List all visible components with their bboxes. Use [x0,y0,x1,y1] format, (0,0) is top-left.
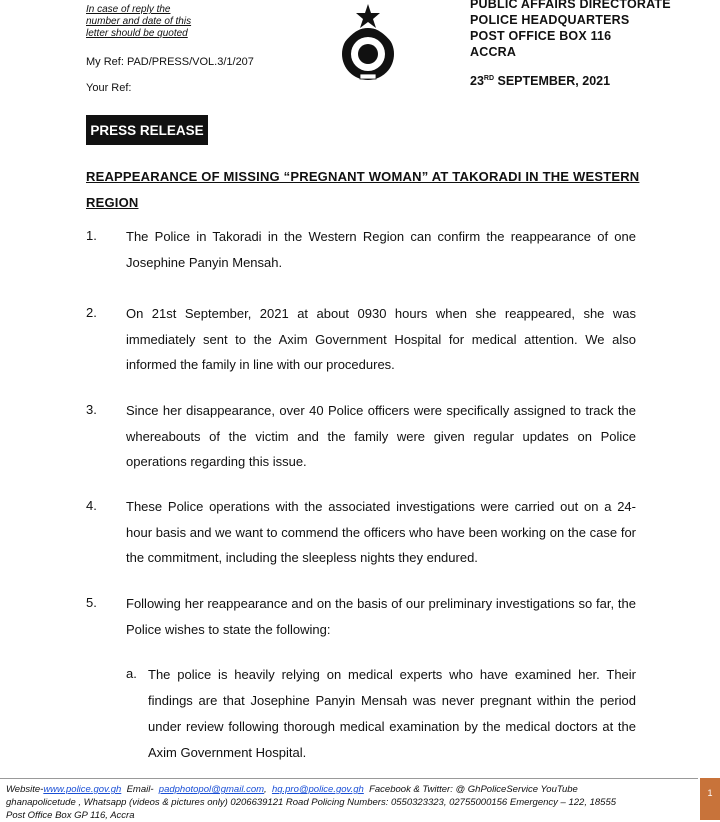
footer-line-2: ghanapolicetude , Whatsapp (videos & pictures only) 0206639121 Road Policing Numbers: 0550323323, 02755000156 Emergency – 122, 18555 [6,797,617,808]
address-line: ACCRA [470,45,517,59]
letter-date [470,74,610,88]
footer-line-3: Post Office Box GP 116, Accra [6,810,135,821]
footer [0,778,698,820]
paragraph-number: 1. [86,228,97,243]
paragraph-text: Since her disappearance, over 40 Police officers were specifically assigned to track the whereabouts of the victim and the family were given regular updates on Police operations regarding this issue. [126,403,636,469]
paragraph-number: 2. [86,305,97,320]
paragraph-number: 3. [86,402,97,417]
ref-note-line: letter should be quoted [86,28,188,39]
your-ref: Your Ref: [86,82,132,94]
date-day: 23 [470,74,484,88]
paragraph-number: 5. [86,595,97,610]
address-line: POLICE HEADQUARTERS [470,13,630,27]
address-line: PUBLIC AFFAIRS DIRECTORATE [470,0,671,11]
sub-item-text: The police is heavily relying on medical experts who have examined her. Their findings are that Josephine Panyin Mensah was never pregnant within the period under review following thorough medical examination by the medical doctors at the Axim Government Hospital. [148,667,636,760]
date-suffix: RD [483,74,495,82]
website-link[interactable]: www.police.gov.gh [43,784,122,795]
date-month-year: SEPTEMBER, 2021 [494,74,611,88]
paragraph-text: On 21st September, 2021 at about 0930 hours when she reappeared, she was immediately sent to the Axim Government Hospital for medical attention. We also informed the family in line with our procedures. [126,306,636,372]
paragraph-number: 4. [86,498,97,513]
footer-line-1: Website-www.police.gov.gh Email- padphotopol@gmail.com, hq.pro@police.gov.gh Facebook & Twitter: @ GhPoliceService YouTube [6,784,578,795]
email-label: Email- [126,784,154,795]
email-link-2[interactable]: hq.pro@police.gov.gh [271,784,364,795]
email-link-1[interactable]: padphotopol@gmail.com [158,784,265,795]
document-title: REAPPEARANCE OF MISSING “PREGNANT WOMAN” AT TAKORADI IN THE WESTERN REGION [86,169,640,210]
ghana-police-seal-icon [338,2,398,82]
my-ref: My Ref: PAD/PRESS/VOL.3/1/207 [86,56,254,68]
address-line: POST OFFICE BOX 116 [470,29,612,43]
press-release-label: PRESS RELEASE [86,115,208,145]
paragraph-text: Following her reappearance and on the basis of our preliminary investigations so far, the Police wishes to state the following: [126,596,636,637]
paragraph-text: These Police operations with the associated investigations were carried out on a 24-hour basis and we want to commend the officers who have been working on the case for the commitment, including the sleepless nights they endured. [126,499,636,565]
ref-note-line: In case of reply the [86,4,171,15]
paragraph-text: The Police in Takoradi in the Western Region can confirm the reappearance of one Josephine Panyin Mensah. [126,229,636,270]
social-handles: Facebook & Twitter: @ GhPoliceService YouTube [369,784,578,795]
ref-note-line: number and date of this [86,16,192,27]
address-block [470,0,671,60]
website-label: Website- [6,784,44,795]
page-number: 1 [700,778,720,820]
sub-item-letter: a. [126,666,137,681]
reply-reference-note [86,4,191,40]
